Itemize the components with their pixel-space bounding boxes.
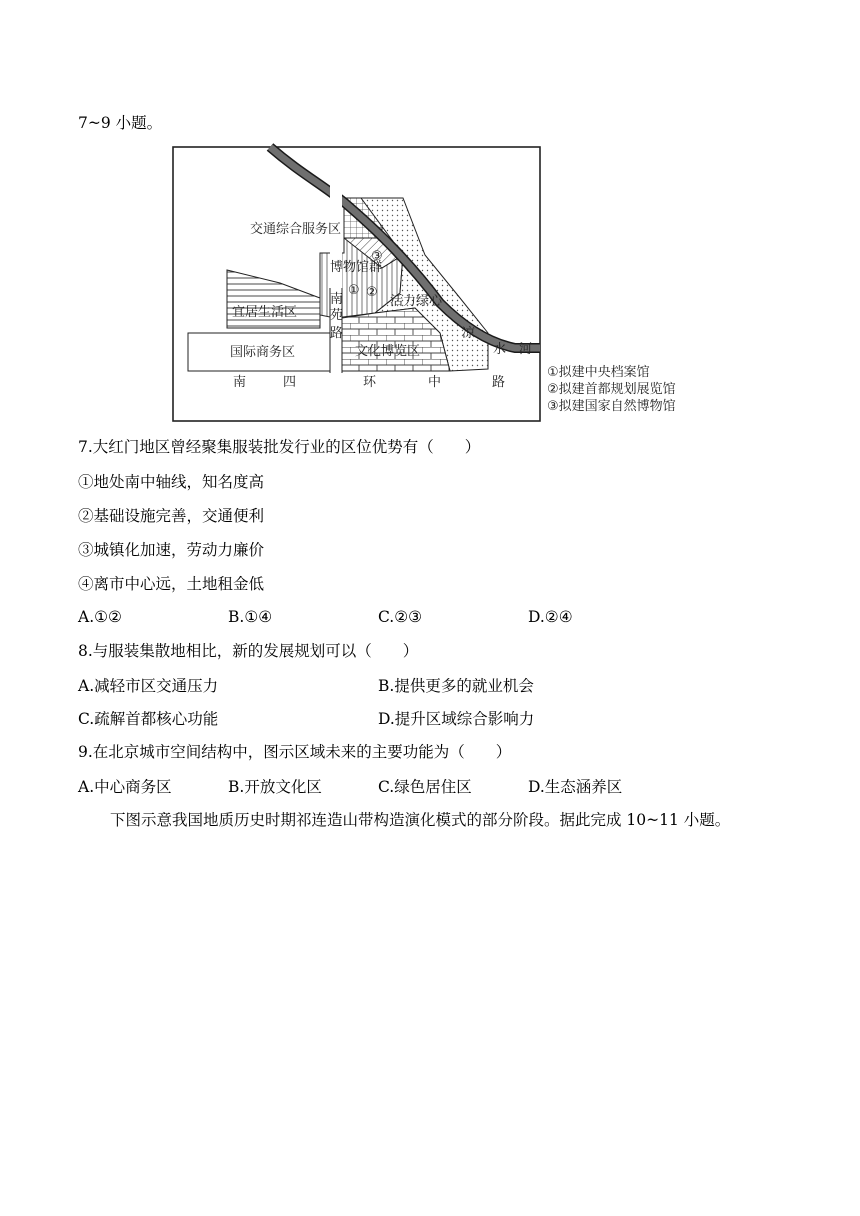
q8-option-a: A.减轻市区交通压力 [78, 677, 219, 695]
label-ring-2: 四 [283, 375, 297, 390]
marker-3: ③ [371, 249, 383, 264]
label-road-nan: 南 [330, 292, 344, 307]
q7-item-2: ②基础设施完善，交通便利 [78, 507, 265, 525]
q7-option-b: B.①④ [228, 608, 273, 626]
q7-item-4: ④离市中心远，土地租金低 [78, 575, 265, 593]
q9-option-b: B.开放文化区 [228, 778, 322, 796]
label-ring-1: 南 [233, 375, 247, 390]
q8-option-b: B.提供更多的就业机会 [378, 677, 534, 695]
legend-1: ①拟建中央档案馆 [547, 365, 650, 380]
q9-stem: 9.在北京城市空间结构中，图示区域未来的主要功能为（ ） [78, 743, 512, 761]
planning-map [170, 143, 700, 425]
q7-item-3: ③城镇化加速，劳动力廉价 [78, 541, 265, 559]
label-river-3: 河 [519, 342, 533, 357]
intro-text: 7~9 小题。 [78, 114, 163, 132]
q8-option-d: D.提升区域综合影响力 [378, 710, 535, 728]
q7-option-d: D.②④ [528, 608, 573, 626]
label-ring-3: 环 [363, 375, 377, 390]
label-ring-4: 中 [428, 375, 442, 390]
marker-1: ① [348, 283, 360, 298]
q9-option-a: A.中心商务区 [78, 778, 172, 796]
label-culture: 文化博览区 [355, 344, 421, 359]
label-road-lu: 路 [330, 326, 344, 341]
label-river-2: 水 [493, 342, 507, 357]
label-ring-5: 路 [492, 375, 506, 390]
label-road-yuan: 苑 [330, 308, 344, 323]
q8-stem: 8.与服装集散地相比，新的发展规划可以（ ） [78, 642, 419, 660]
q9-option-d: D.生态涵养区 [528, 778, 623, 796]
q7-stem: 7.大红门地区曾经聚集服装批发行业的区位优势有（ ） [78, 438, 481, 456]
nanyuan-road [330, 183, 342, 373]
q7-option-c: C.②③ [378, 608, 423, 626]
q7-item-1: ①地处南中轴线，知名度高 [78, 473, 265, 491]
q9-option-c: C.绿色居住区 [378, 778, 472, 796]
label-museum: 博物馆群 [330, 260, 383, 275]
legend-3: ③拟建国家自然博物馆 [547, 399, 676, 414]
label-green: 活力绿心 [390, 294, 443, 309]
marker-2: ② [366, 285, 378, 300]
q7-option-a: A.①② [78, 608, 122, 626]
label-business: 国际商务区 [230, 345, 296, 360]
label-transport: 交通综合服务区 [250, 222, 342, 237]
legend-2: ②拟建首都规划展览馆 [547, 382, 676, 397]
next-intro: 下图示意我国地质历史时期祁连造山带构造演化模式的部分阶段。据此完成 10~11 小题。 [110, 811, 731, 829]
label-river-1: 凉 [462, 326, 476, 341]
q8-option-c: C.疏解首都核心功能 [78, 710, 219, 728]
label-living: 宜居生活区 [232, 305, 298, 320]
